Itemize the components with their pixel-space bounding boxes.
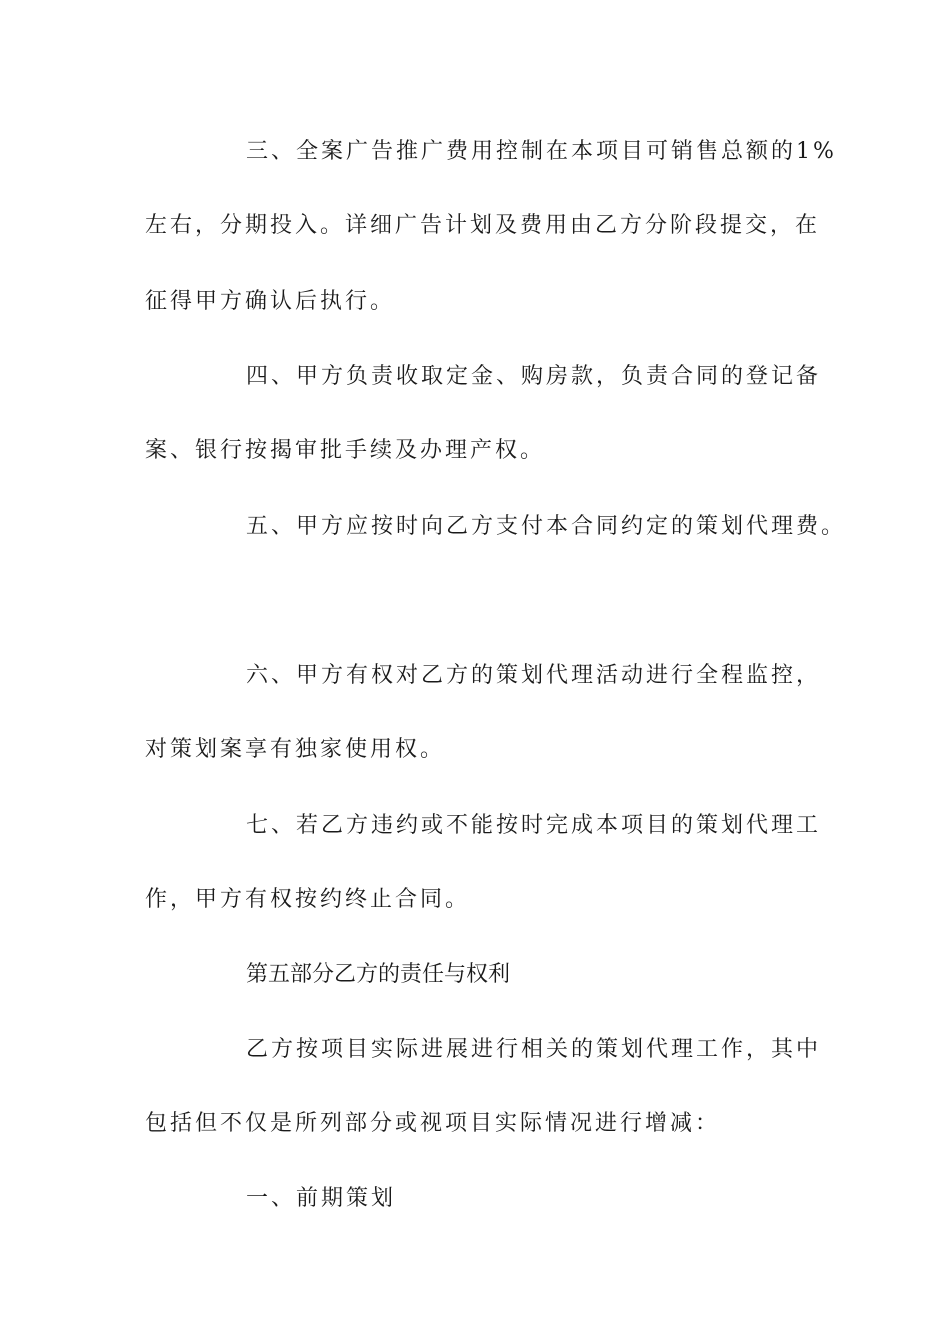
paragraph-4-line-2: 案、银行按揭审批手续及办理产权。 [145,438,546,463]
paragraph-6-line-1: 六、甲方有权对乙方的策划代理活动进行全程监控， [246,663,822,688]
paragraph-3-line-3: 征得甲方确认后执行。 [145,289,396,314]
paragraph-3-line-2: 左右，分期投入。详细广告计划及费用由乙方分阶段提交，在 [145,213,821,238]
paragraph-3-line-1: 三、全案广告推广费用控制在本项目可销售总额的1% [246,139,837,164]
subheading-early-planning: 一、前期策划 [246,1186,397,1211]
paragraph-7-line-2: 作，甲方有权按约终止合同。 [145,887,471,912]
section-intro-line-2: 包括但不仅是所列部分或视项目实际情况进行增减： [145,1111,721,1136]
paragraph-5-line-1: 五、甲方应按时向乙方支付本合同约定的策划代理费。 [246,514,847,539]
section-intro-line-1: 乙方按项目实际进展进行相关的策划代理工作，其中 [246,1037,822,1062]
paragraph-6-line-2: 对策划案享有独家使用权。 [145,737,446,762]
paragraph-4-line-1: 四、甲方负责收取定金、购房款，负责合同的登记备 [246,364,822,389]
paragraph-7-line-1: 七、若乙方违约或不能按时完成本项目的策划代理工 [246,813,822,838]
section-heading: 第五部分乙方的责任与权利 [246,962,511,987]
